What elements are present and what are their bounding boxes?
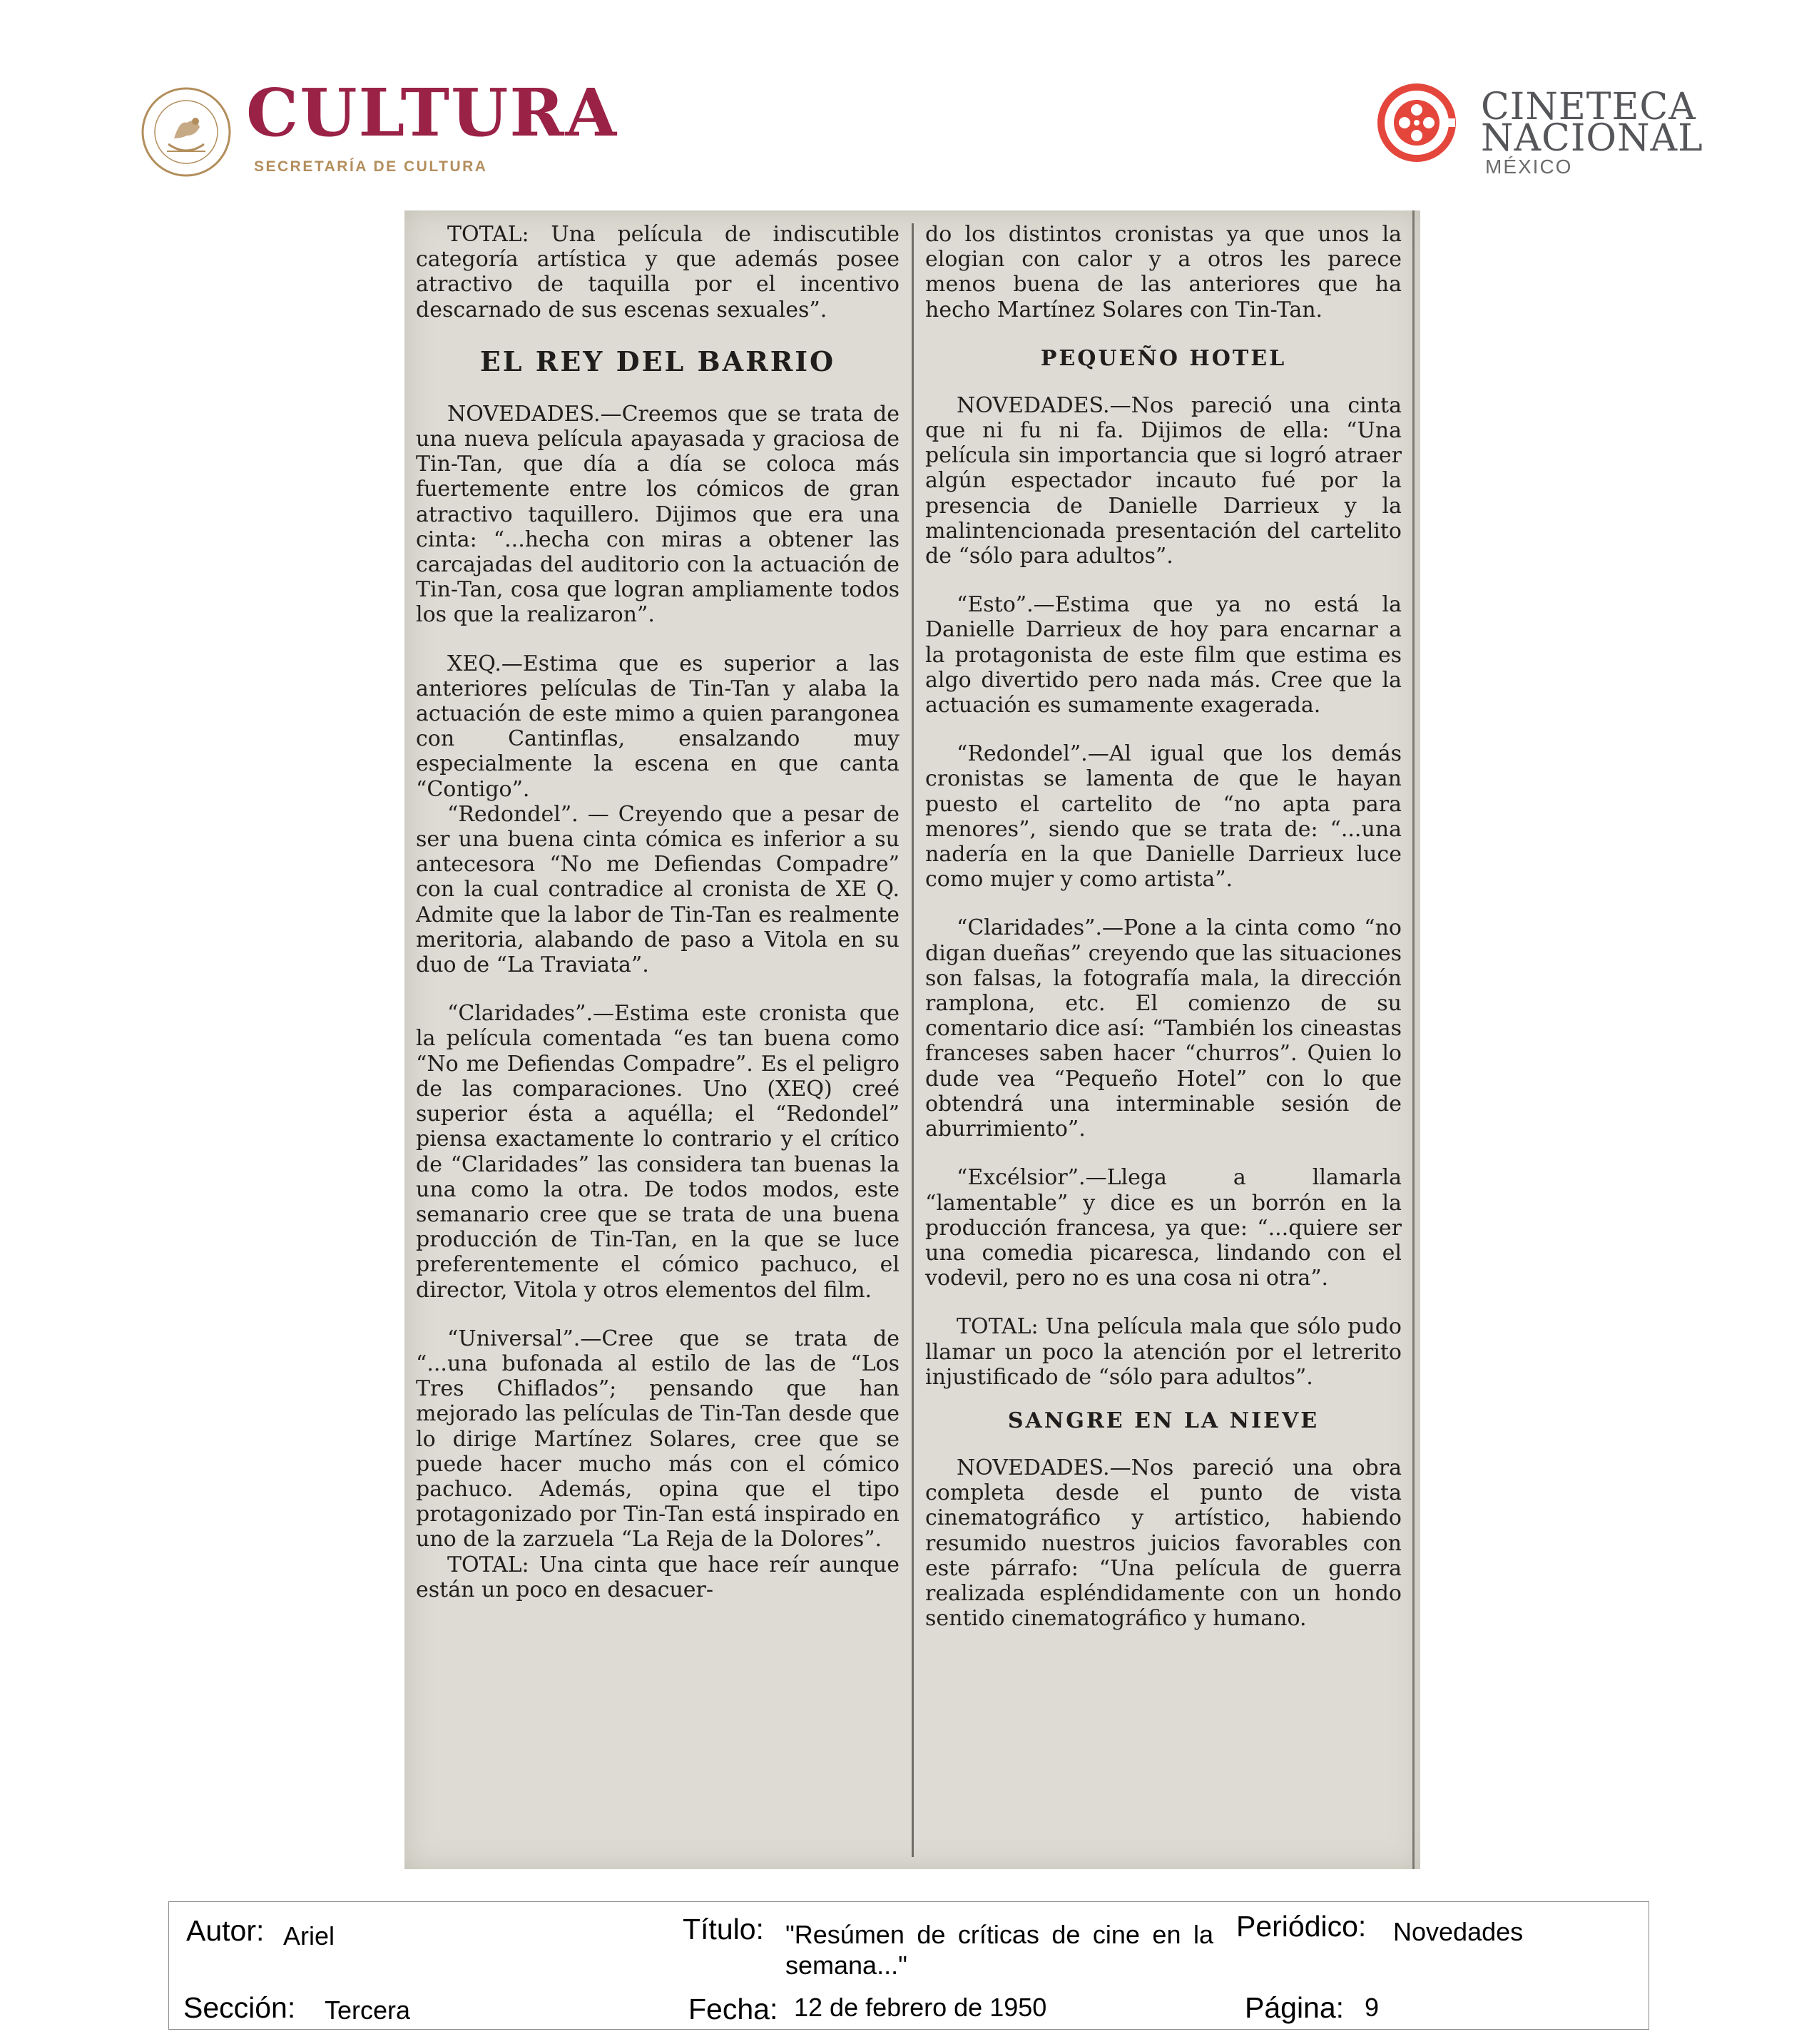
paragraph-excelsior-hotel: “Excélsior”.—Llega a llamarla “lamentable” y dice es un borrón en la producción francesa, ya que: “...quiere ser una comedia picaresca, lindando con el vodevil, pero no es una cosa ni otra”. (925, 1165, 1402, 1291)
film-reel-icon (1377, 83, 1457, 163)
titulo-label: Título: (683, 1913, 764, 1946)
periodico-label: Periódico: (1236, 1910, 1367, 1943)
paragraph-novedades-hotel: NOVEDADES.—Nos pareció una cinta que ni fu ni fa. Dijimos de ella: “Una película sin importancia que si logró atraer algún espectador incauto fué por la presencia de Danielle Darrieux y la malintencionada presentación del cartelito de “sólo para adultos”. (925, 392, 1402, 569)
heading-el-rey-del-barrio: EL REY DEL BARRIO (479, 345, 836, 377)
cineteca-logo-line1: CINETECA (1481, 86, 1696, 128)
autor-value: Ariel (283, 1921, 335, 1951)
paragraph-total-hotel: TOTAL: Una película mala que sólo pudo llamar un poco la atención por el letrerito injustificado de “sólo para adultos”. (925, 1314, 1402, 1390)
mexican-coat-of-arms-icon (140, 86, 233, 178)
right-column (925, 222, 1402, 1631)
paragraph-esto-hotel: “Esto”.—Estima que ya no está la Danielle Darrieux de hoy para encarnar a la protagonista de este film que estima es algo divertido pero nada más. Cree que la actuación es sumamente exagerada. (925, 592, 1402, 718)
paragraph-redondel-rey: “Redondel”. — Creyendo que a pesar de ser una buena cinta cómica es inferior a su antecesora “No me Defiendas Compadre” con la cual contradice al cronista de XE Q. Admite que la labor de Tin-Tan es realmente meritoria, alabando de paso a Vitola en su duo de “La Traviata”. (416, 801, 900, 978)
metadata-table (168, 1901, 1649, 2030)
pagina-value: 9 (1365, 1993, 1380, 2022)
pagina-label: Página: (1245, 1991, 1345, 2024)
paragraph-universal-rey: “Universal”.—Cree que se trata de “...una bufonada al estilo de las de “Los Tres Chiflados”; pensando que han mejorado las películas de Tin-Tan desde que lo dirige Martínez Solares, cree que se puede hacer mucho más con el cómico pachuco. Además, opina que el tipo protagonizado por Tin-Tan está inspirado en uno de la zarzuela “La Reja de la Dolores”. (416, 1326, 900, 1552)
periodico-value: Novedades (1393, 1917, 1524, 1946)
paragraph-redondel-hotel: “Redondel”.—Al igual que los demás cronistas se lamenta de que le hayan puesto el cartelito de “no apta para menores”, siendo que se trata de: “...una nadería en la que Danielle Darrieux luce como mujer y como artista”. (925, 741, 1402, 893)
clipping-edge-rule (1412, 210, 1415, 1869)
paragraph-total-previous: TOTAL: Una película de indiscutible categoría artística y que además posee atractivo de taquilla por el incentivo descarnado de sus escenas sexuales”. (416, 222, 900, 322)
fecha-label: Fecha: (688, 1993, 778, 2025)
seccion-label: Sección: (183, 1991, 296, 2024)
heading-pequeno-hotel: PEQUEÑO HOTEL (1040, 345, 1287, 371)
seccion-value: Tercera (325, 1995, 411, 2025)
heading-sangre-en-la-nieve: SANGRE EN LA NIEVE (1007, 1408, 1320, 1433)
cineteca-logo-line2: NACIONAL (1481, 117, 1703, 160)
paragraph-claridades-hotel: “Claridades”.—Pone a la cinta como “no digan dueñas” creyendo que las situaciones son falsas, la fotografía mala, la dirección ramplona, etc. El comienzo de su comentario dice así: “También los cineastas franceses saben hacer “churros”. Quien lo dude vea “Pequeño Hotel” con lo que obtendrá una interminable sesión de aburrimiento”. (925, 915, 1402, 1142)
column-divider (912, 223, 914, 1857)
paragraph-total-rey: TOTAL: Una cinta que hace reír aunque están un poco en desacuer- (416, 1552, 900, 1602)
fecha-value: 12 de febrero de 1950 (794, 1993, 1047, 2022)
newspaper-clipping (404, 210, 1420, 1869)
paragraph-novedades-rey: NOVEDADES.—Creemos que se trata de una nueva película apayasada y graciosa de Tin-Tan, que día a día se coloca más fuertemente entre los cómicos de gran atractivo taquillero. Dijimos que era una cinta: “...hecha con miras a obtener las carcajadas del auditorio con la actuación de Tin-Tan, cosa que logran ampliamente todos los que la realizaron”. (416, 401, 900, 628)
paragraph-claridades-rey: “Claridades”.—Estima este cronista que la película comentada “es tan buena como “No me Defiendas Compadre”. Es el peligro de las comparaciones. Uno (XEQ) creé superior ésta a aquélla; el “Redondel” piensa exactamente lo contrario y el crítico de “Claridades” las considera tan buenas la una como la otra. De todos modos, este semanario cree que se trata de una buena producción de Tin-Tan, en la que se luce preferentemente el cómico pachuco, el director, Vitola y otros elementos del film. (416, 1001, 900, 1303)
cineteca-logo-line3: MÉXICO (1485, 156, 1573, 178)
cultura-logo-subtitle: SECRETARÍA DE CULTURA (254, 158, 488, 175)
paragraph-novedades-sangre: NOVEDADES.—Nos pareció una obra completa desde el punto de vista cinematográfico y artístico, habiendo resumido nuestros juicios favorables con este párrafo: “Una película de guerra realizada espléndidamente con un hondo sentido cinematográfico y humano. (925, 1455, 1402, 1632)
titulo-value: "Resúmen de críticas de cine en la semana..." (785, 1920, 1213, 1981)
left-column (416, 222, 900, 1602)
autor-label: Autor: (186, 1914, 265, 1947)
cultura-logo-title: CULTURA (246, 74, 618, 151)
paragraph-continuation: do los distintos cronistas ya que unos la elogian con calor y a otros les parece menos buena de las anteriores que ha hecho Martínez Solares con Tin-Tan. (925, 222, 1402, 322)
paragraph-xeq-rey: XEQ.—Estima que es superior a las anteriores películas de Tin-Tan y alaba la actuación de este mimo a quien parangonea con Cantinflas, ensalzando muy especialmente la escena en que canta “Contigo”. (416, 651, 900, 802)
